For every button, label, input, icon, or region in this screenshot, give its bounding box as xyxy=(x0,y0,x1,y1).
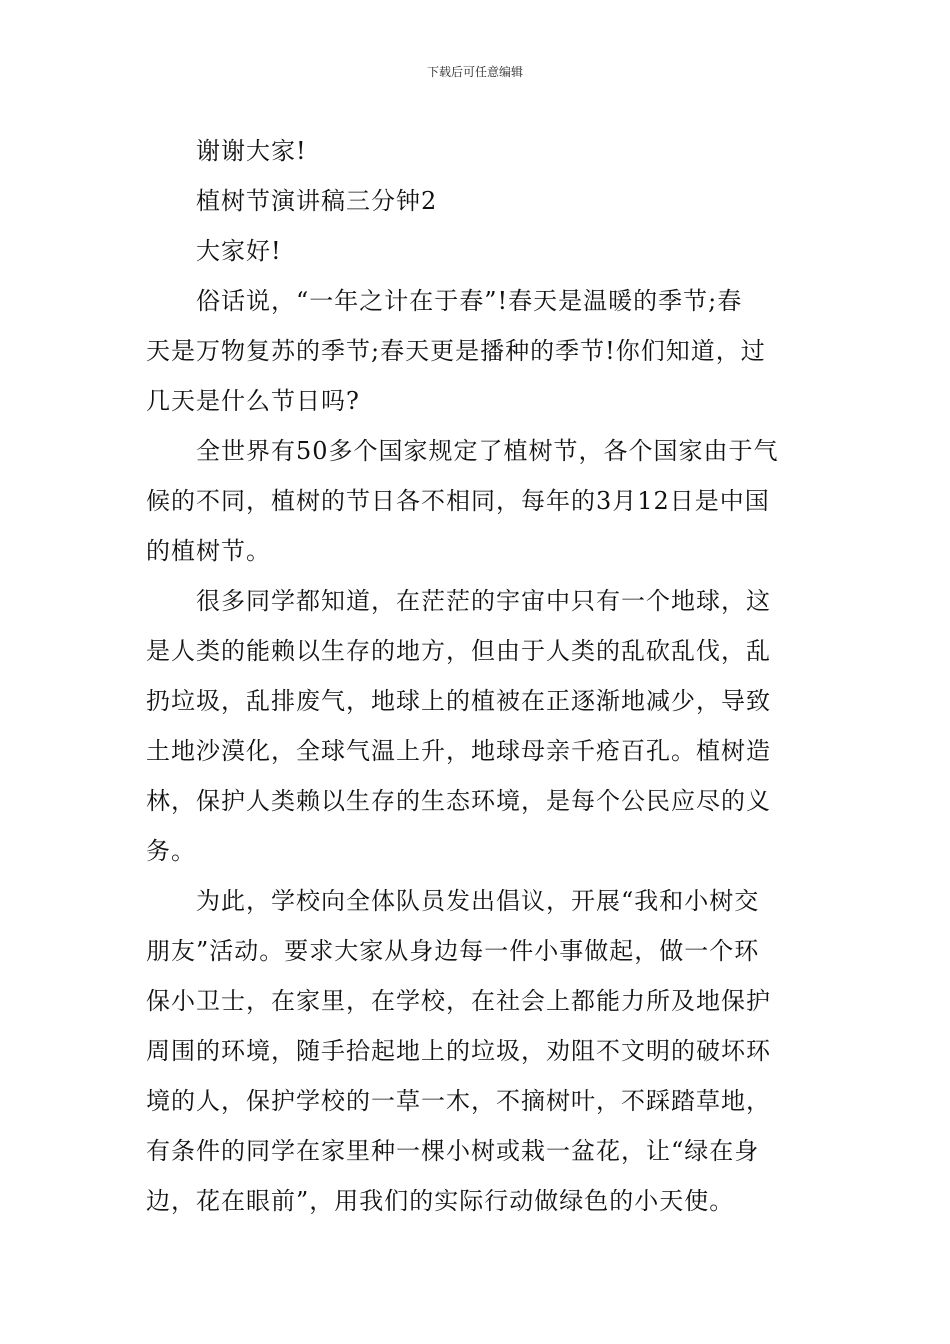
paragraph-2-line-3: 的植树节。 xyxy=(146,537,271,565)
paragraph-4-line-4: 周围的环境，随手拾起地上的垃圾，劝阻不文明的破坏环 xyxy=(146,1037,771,1065)
closing-line: 谢谢大家! xyxy=(196,137,307,165)
paragraph-3-line-3: 扔垃圾，乱排废气，地球上的植被在正逐渐地减少，导致 xyxy=(146,687,771,715)
greeting-line: 大家好! xyxy=(196,237,282,265)
paragraph-4-line-5: 境的人，保护学校的一草一木，不摘树叶，不踩踏草地， xyxy=(146,1087,771,1115)
speech-title: 植树节演讲稿三分钟2 xyxy=(196,187,438,215)
page-header-note: 下载后可任意编辑 xyxy=(426,65,523,79)
paragraph-1-line-3: 几天是什么节日吗? xyxy=(146,387,360,415)
paragraph-1-line-1: 俗话说，“一年之计在于春”!春天是温暖的季节;春 xyxy=(196,287,743,315)
paragraph-2-line-2: 候的不同，植树的节日各不相同，每年的3月12日是中国 xyxy=(146,487,770,515)
document-body xyxy=(146,126,810,1226)
paragraph-4-line-3: 保小卫士，在家里，在学校，在社会上都能力所及地保护 xyxy=(146,987,771,1015)
paragraph-3-line-6: 务。 xyxy=(146,837,196,865)
paragraph-3-line-5: 林，保护人类赖以生存的生态环境，是每个公民应尽的义 xyxy=(146,787,771,815)
paragraph-3-line-2: 是人类的能赖以生存的地方，但由于人类的乱砍乱伐，乱 xyxy=(146,637,771,665)
paragraph-4-line-6: 有条件的同学在家里种一棵小树或栽一盆花，让“绿在身 xyxy=(146,1137,760,1165)
paragraph-3-line-4: 土地沙漠化，全球气温上升，地球母亲千疮百孔。植树造 xyxy=(146,737,771,765)
paragraph-3-line-1: 很多同学都知道，在茫茫的宇宙中只有一个地球，这 xyxy=(196,587,771,615)
paragraph-4-line-2: 朋友”活动。要求大家从身边每一件小事做起，做一个环 xyxy=(146,937,760,965)
paragraph-2-line-1: 全世界有50多个国家规定了植树节，各个国家由于气 xyxy=(196,437,779,465)
paragraph-1-line-2: 天是万物复苏的季节;春天更是播种的季节!你们知道，过 xyxy=(146,337,766,365)
paragraph-4-line-7: 边，花在眼前”，用我们的实际行动做绿色的小天使。 xyxy=(146,1187,735,1215)
paragraph-4-line-1: 为此，学校向全体队员发出倡议，开展“我和小树交 xyxy=(196,887,760,915)
